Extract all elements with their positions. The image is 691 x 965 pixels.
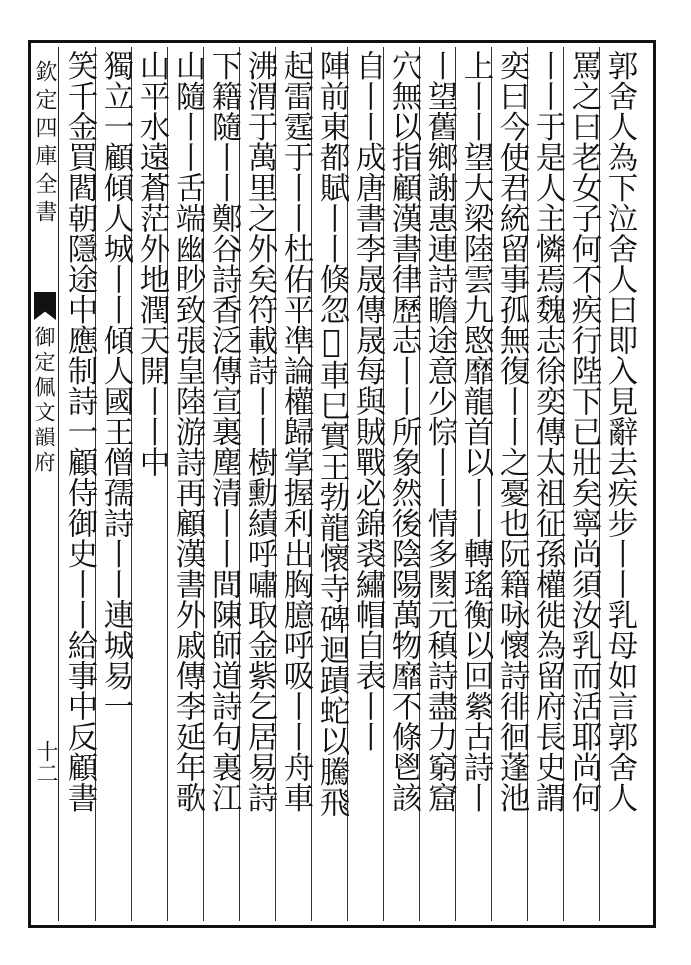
text-column-11: 沸渭于萬里之外矣符載詩丨丨樹勳績呼嘯取金紫乞居易詩 xyxy=(242,50,277,813)
section-title: 御定佩文韻府 xyxy=(32,326,56,476)
text-column-12: 下籍隨丨丨鄭谷詩香泛傳宣裏塵清丨丨間陳師道詩句裏江 xyxy=(206,50,241,813)
text-column-4: 奕曰今使君統留事孤無復丨丨之憂也阮籍咏懷詩徘徊蓬池 xyxy=(494,50,529,813)
text-column-9: 陣前東都賦丨丨倏忽𤼵車巳實王勃龍懷寺碑迴蹟蛇以騰飛 xyxy=(314,50,349,817)
page-number: 十二 xyxy=(33,740,58,784)
text-column-8: 自丨丨成唐書李晟傳晟每與賊戰必錦裘繡帽自表丨丨 xyxy=(350,50,385,752)
text-column-14: 山平水遠蒼茫外地潤天開丨丨中 xyxy=(134,50,169,477)
text-column-16: 笑千金買閻朝隱途中應制詩一顧侍御史丨丨給事中反顧書 xyxy=(62,50,97,813)
book-title: 欽定四庫全書 xyxy=(32,60,57,228)
text-column-6: 丨望舊鄉謝惠連詩瞻途意少悰丨丨情多閡元稹詩盡力窮窟 xyxy=(422,50,457,813)
text-column-13: 山隨丨丨舌端幽眇致張皇陸游詩再顧漢書外戚傳李延年歌 xyxy=(170,50,205,813)
text-column-5: 上丨丨望大梁陸雲九愍靡龍首以丨丨轉瑤衡以回縈古詩丨 xyxy=(458,50,493,813)
text-column-2: 罵之曰老女子何不疾行陛下已壯矣寧尚須汝乳而活耶尚何 xyxy=(566,50,601,813)
text-column-3: 丨丨于是人主憐焉魏志徐奕傳太祖征孫權徙為留府長史謂 xyxy=(530,50,565,813)
text-column-1: 郭舍人為下泣舍人曰即入見辭去疾步丨丨乳母如言郭舍人 xyxy=(602,50,637,813)
text-column-7: 穴無以指顧漢書律歷志丨丨所象然後陰陽萬物靡不條鬯該 xyxy=(386,50,421,813)
text-column-15: 獨立一顧傾人城丨丨傾人國王僧孺詩丨丨連城易一 xyxy=(98,50,133,721)
text-column-10: 起雷霆于丨丨杜佑平凖論權歸掌握利出胸臆呼吸丨丨舟車 xyxy=(278,50,313,813)
